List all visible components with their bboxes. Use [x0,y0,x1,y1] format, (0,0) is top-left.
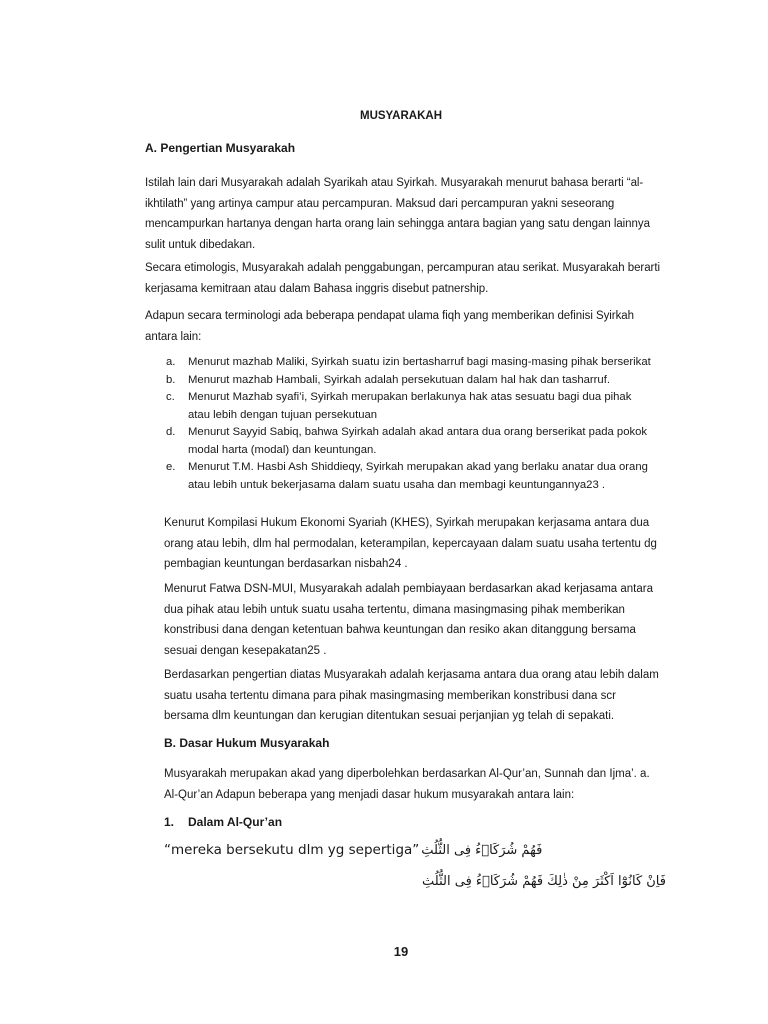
text-line: konstribusi dana dengan ketentuan bahwa keuntungan dan resiko akan ditanggung bersama [164,624,636,636]
list-marker: e. [166,461,176,473]
list-item-text: Menurut T.M. Hasbi Ash Shiddieqy, Syirkah merupakan akad yang berlaku anatar dua orang [188,461,648,473]
list-item [145,389,675,424]
text-line: orang atau lebih, dlm hal permodalan, keterampilan, kepercayaan dalam suatu usaha tertentu dg [164,537,657,550]
subheading-quran [164,815,282,829]
list-item-text: Menurut Sayyid Sabiq, bahwa Syirkah adalah akad antara dua orang berserikat pada pokok [188,426,648,438]
list-item-text: Menurut Mazhab syafi’i, Syirkah merupakan berlakunya hak atas sesuatu bagi dua pihak [188,391,632,403]
list-marker: c. [166,391,175,403]
list-item [145,424,675,459]
text-line: suatu usaha tertentu dimana para pihak masingmasing memberikan konstribusi dana scr [164,689,616,702]
paragraph-fatwa [164,579,669,661]
text-line: ikhtilath” yang artinya campur atau percampuran. Maksud dari percampuran yakni seseorang [145,197,615,210]
list-marker: d. [166,426,176,438]
definitions-list [145,354,675,494]
text-line: Kenurut Kompilasi Hukum Ekonomi Syariah (KHES), Syirkah merupakan kerjasama antara dua [164,517,650,529]
list-item [145,354,675,372]
list-marker: b. [166,373,176,386]
text-line: Secara etimologis, Musyarakah adalah penggabungan, percampuran atau serikat. Musyarakah berarti [145,262,660,274]
page-number: 19 [393,944,409,959]
text-line: sulit untuk dibedakan. [145,238,256,251]
arabic-verse: فَاِنْ كَانُوْٓا اَكْثَرَ مِنْ ذٰلِكَ فَهُمْ شُرَكَاۤءُ فِى الثُّلُثِ [422,874,666,889]
text-line: Al-Qur’an Adapun beberapa yang menjadi dasar hukum musyarakah antara lain: [164,788,575,801]
list-item [145,459,675,494]
text-line: pembagian keuntungan berdasarkan nisbah24 . [164,558,408,570]
list-item-text: atau lebih untuk bekerjasama dalam suatu usaha dan membagi keuntungannya23 . [188,478,606,491]
paragraph-terminology [145,306,665,347]
list-item-text: Menurut mazhab Maliki, Syirkah suatu izin bertasharruf bagi masing-masing pihak berserikat [188,356,651,368]
list-item-text: modal harta (modal) dan keuntungan. [188,443,377,456]
text-line: Musyarakah merupakan akad yang diperbolehkan berdasarkan Al-Qur’an, Sunnah dan Ijma’. a. [164,768,650,780]
section-b-heading: B. Dasar Hukum Musyarakah [164,736,330,750]
text-line: Berdasarkan pengertian diatas Musyarakah adalah kerjasama antara dua orang atau lebih dalam [164,669,659,681]
section-a-heading: A. Pengertian Musyarakah [145,141,296,155]
text-line: Adapun secara terminologi ada beberapa pendapat ulama fiqh yang memberikan definisi Syirkah [145,310,634,322]
list-marker: a. [166,356,176,368]
text-line: mencampurkan hartanya dengan harta orang lain sehingga antara bagian yang satu dengan lainnya [145,218,650,230]
text-line: sesuai dengan kesepakatan25 . [164,644,327,657]
text-line: Istilah lain dari Musyarakah adalah Syarikah atau Syirkah. Musyarakah menurut bahasa berarti “al- [145,177,644,189]
quote-line [164,842,542,858]
quote-translation: “mereka bersekutu dlm yg sepertiga” [164,842,420,858]
text-line: Menurut Fatwa DSN-MUI, Musyarakah adalah pembiayaan berdasarkan akad kerjasama antara [164,583,653,595]
text-line: kerjasama kemitraan atau dalam Bahasa inggris disebut patnership. [145,282,489,295]
paragraph-etymology [145,258,665,299]
text-line: dua pihak atau lebih untuk suatu usaha tertentu, dimana masingmasing pihak memberikan [164,603,625,616]
list-item [145,372,675,390]
list-item-text: Menurut mazhab Hambali, Syirkah adalah persekutuan dalam hal hak dan tasharruf. [188,373,610,386]
document-title: MUSYARAKAH [360,110,442,122]
paragraph-legal-basis [164,764,669,805]
list-item-text: atau lebih dengan tujuan persekutuan [188,408,378,421]
paragraph-conclusion [164,665,669,727]
paragraph-khes [164,513,669,575]
paragraph-definition [145,173,665,255]
text-line: bersama dlm keuntungan dan kerugian ditentukan sesuai perjanjian yg telah di sepakati. [164,710,615,722]
subheading-text: Dalam Al-Qur’an [188,815,283,829]
subheading-number: 1. [164,815,175,829]
quote-arabic: فَهُمْ شُرَكَاۤءُ فِى الثُّلُثِ [421,843,543,858]
text-line: antara lain: [145,330,202,343]
